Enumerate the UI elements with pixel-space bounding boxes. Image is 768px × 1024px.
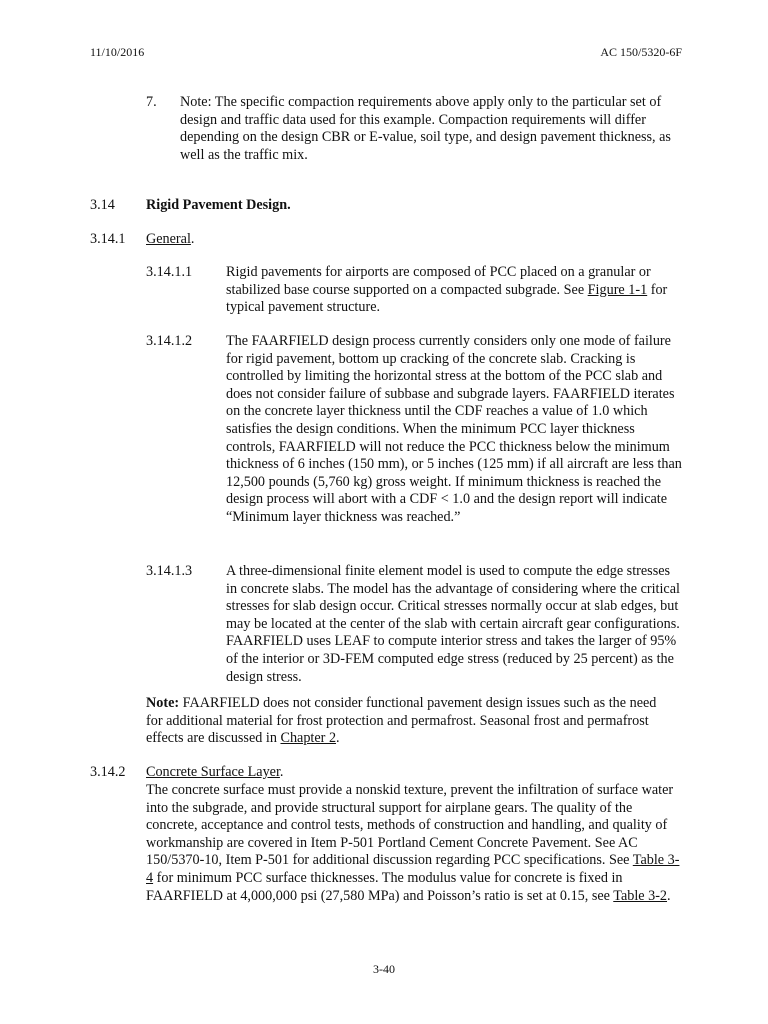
para-3-14-1-2-number: 3.14.1.2 [146,333,193,349]
section-3-14-number: 3.14 [90,197,115,213]
para-3-14-1-1-text-b: for typical pavement structure. [226,281,668,316]
page-number: 3-40 [373,962,395,976]
section-3-14-2-text-b: for minimum PCC surface thicknesses. The modulus value for concrete is fixed in FAARFIELD at 4,000,000 psi (27,580 MPa) and Poisson’s ratio is set at 0.15, see [146,869,623,904]
para-3-14-1-2-text: The FAARFIELD design process currently considers only one mode of failure for rigid pavement, bottom up cracking of the concrete slab. Cracking is controlled by limiting the horizontal stress at the bottom of the PCC slab and does not consider failure of subbase and subgrade layers. FAARFIELD iterates on the concrete layer thickness until the CDF reaches a value of 1.0 which satisfies the design conditions. When the minimum PCC layer thickness controls, FAARFIELD will not reduce the PCC thickness below the minimum thickness of 6 inches (150 mm), or 5 inches (125 mm) if all aircraft are less than 12,500 pounds (5,760 kg) gross weight. If minimum thickness is reached the design process will abort with a CDF < 1.0 and the design report will indicate “Minimum layer thickness was reached.” [226,333,682,525]
figure-1-1-link[interactable]: Figure 1-1 [587,281,648,298]
section-3-14-title: Rigid Pavement Design. [146,197,291,213]
section-3-14-2-number: 3.14.2 [90,764,126,780]
para-3-14-1-1-text-a: Rigid pavements for airports are composed of PCC placed on a granular or stabilized base course supported on a compacted subgrade. See [226,264,651,298]
note-text-b: . [336,730,340,747]
para-3-14-1-1-number: 3.14.1.1 [146,264,193,280]
section-3-14-2-suffix: . [279,764,284,780]
note-paragraph [146,695,676,748]
chapter-2-link[interactable]: Chapter 2 [280,730,337,747]
section-3-14-2-heading [146,764,283,782]
header-date: 11/10/2016 [90,45,145,59]
section-3-14-2-text-c: . [667,887,671,904]
header-doc-id: AC 150/5320-6F [600,45,682,59]
section-3-14-1-heading [146,231,194,249]
section-3-14-2-title: Concrete Surface Layer [146,764,280,780]
section-3-14-2-text-a: The concrete surface must provide a nonskid texture, prevent the infiltration of surface water into the subgrade, and provide structural support for airplane gears. The quality of the concrete, acceptance and control tests, methods of construction and handling, and quality of workmanship are covered in Item P-501 Portland Cement Concrete Pavement. See AC 150/5370-10, Item P-501 for additional discussion regarding PCC specifications. See [146,782,674,869]
section-3-14-2-text [146,782,680,905]
section-3-14-1-title: General [146,231,191,247]
para-3-14-1-1-text [226,264,681,317]
section-3-14-1-suffix: . [190,231,195,247]
note-label: Note: [146,695,180,711]
table-3-4-link[interactable]: Table 3-4 [146,852,680,886]
section-3-14-1-number: 3.14.1 [90,231,126,247]
item-7-text: Note: The specific compaction requirements above apply only to the particular set of design and traffic data used for this example. Compaction requirements will differ depending on the design CBR or E-value, soil type, and design pavement thickness, as well as the traffic mix. [180,94,671,163]
para-3-14-1-3-number: 3.14.1.3 [146,563,193,579]
table-3-2-link[interactable]: Table 3-2 [613,887,668,904]
para-3-14-1-3-text: A three-dimensional finite element model is used to compute the edge stresses in concrete slabs. The model has the advantage of considering where the critical stresses for slab design occur. Critical stresses normally occur at slab edges, but may be located at the center of the slab with certain aircraft gear configurations. FAARFIELD uses LEAF to compute interior stress and takes the larger of 95% of the interior or 3D-FEM computed edge stress (reduced by 25 percent) as the design stress. [226,563,680,685]
item-7-number: 7. [146,94,157,110]
note-text-a: FAARFIELD does not consider functional pavement design issues such as the need for additional material for frost protection and permafrost. Seasonal frost and permafrost effects are discussed in [146,695,657,747]
